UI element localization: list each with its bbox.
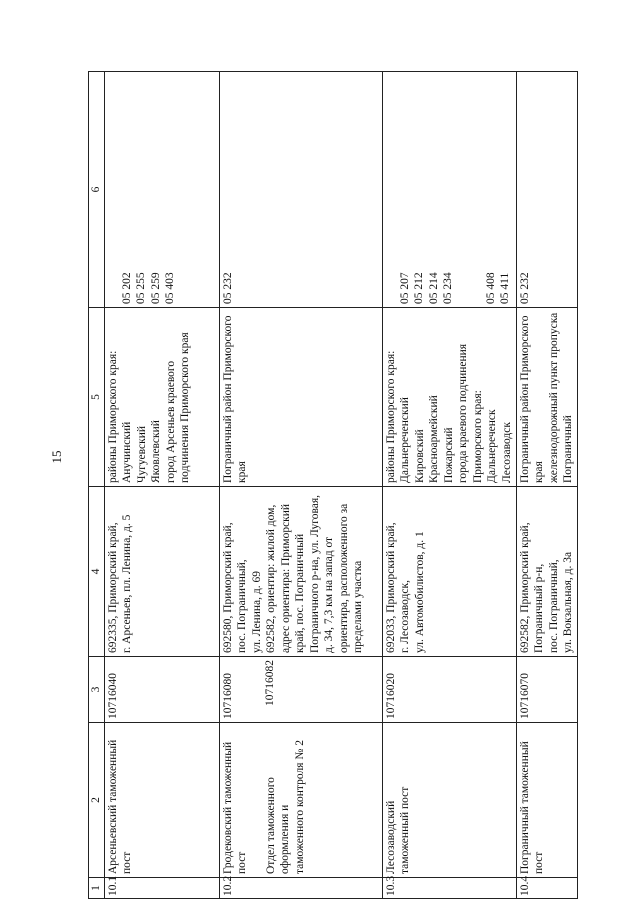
area-cell [516,308,577,487]
address-line: 692335, Приморский край, [106,522,119,653]
address-cell [516,487,577,657]
area-line: Кировский [413,429,426,483]
okato-code: 05 207 [398,272,411,304]
address-line: Пограничный р-н, [533,563,545,653]
area-cell [219,308,382,487]
code-cell [219,657,382,723]
okato-cell [516,72,577,308]
post-name: Отдел таможенного [264,777,277,874]
col-header-1: 1 [89,878,105,899]
area-line: Дальнереченск [486,409,498,483]
rotated-table-container [88,72,574,899]
area-line: Красноармейский [428,395,440,483]
row-number: 10.2 [219,878,382,899]
address-line: д. 34, 7,3 км на запад от [323,536,335,653]
okato-cell [382,72,516,308]
area-line: края [533,461,545,483]
customs-code: 10716040 [106,673,119,719]
post-name: пост [121,851,133,874]
address-line: г. Арсеньев, пл. Ленина, д. 5 [121,514,133,653]
area-line: Анучинский [121,421,133,483]
col-header-2: 2 [89,723,105,878]
area-line: Лесозаводск [500,422,513,483]
area-line: Чугуевский [135,425,148,483]
page-number: 15 [49,450,64,464]
area-line: Приморского края: [471,390,484,483]
customs-code: 10716070 [518,673,531,719]
table-row [516,72,577,899]
okato-code: 05 202 [120,272,133,304]
address-line: 692580, Приморский край, [221,522,234,653]
table-row [104,72,219,899]
area-cell [382,308,516,487]
address-cell [104,487,219,657]
address-line: 692582, ориентир: жилой дом, [265,504,277,653]
address-line: 692033, Приморский край, [384,522,397,653]
post-name: Арсеньевский таможенный [106,739,119,874]
customs-code: 10716020 [384,673,397,719]
address-line: пос. Пограничный, [547,559,560,653]
header-row [89,72,105,899]
okato-code: 05 408 [484,272,497,304]
post-name: Пограничный таможенный [518,741,531,874]
okato-code: 05 214 [427,272,440,304]
okato-code: 05 234 [442,272,454,304]
customs-posts-table [88,71,578,899]
customs-code: 10716082 [264,660,276,706]
code-cell [516,657,577,723]
address-line: ул. Автомобилистов, д. 1 [413,531,426,653]
col-header-4: 4 [89,487,105,657]
area-line: Пожарский [442,427,455,483]
area-line: Яковлевский [150,420,162,483]
okato-code: 05 212 [413,272,425,304]
address-cell [219,487,382,657]
row-number: 10.1 [104,878,219,899]
post-name-cell [516,723,577,878]
okato-code: 05 411 [499,272,511,304]
area-line: Пограничный район Приморского [221,315,234,483]
post-name-cell [219,723,382,878]
post-name-cell [104,723,219,878]
post-name: Гродековский таможенный [221,741,234,874]
okato-code: 05 403 [164,272,176,304]
col-header-3: 3 [89,657,105,723]
okato-code: 05 259 [149,272,162,304]
table-row [382,72,516,899]
row-number: 10.4 [516,878,577,899]
address-line: 692582, Приморский край, [518,522,531,653]
area-line: районы Приморского края: [384,350,397,483]
post-name-cell [382,723,516,878]
okato-code: 05 255 [135,272,147,304]
area-cell [104,308,219,487]
okato-code: 05 232 [518,272,531,304]
address-line: край, пос. Пограничный [294,533,306,653]
address-line: г. Лесозаводск, [399,580,411,653]
area-line: подчинения Приморского края [179,332,191,483]
okato-code: 05 232 [221,272,234,304]
col-header-5: 5 [89,308,105,487]
post-name: оформления и [279,804,291,874]
address-line: ул. Вокзальная, д. 3а [562,551,574,653]
post-name: таможенного контроля № 2 [293,740,306,874]
area-line: края [236,461,248,483]
post-name: пост [533,851,545,874]
area-line: Пограничный район Приморского [518,315,531,483]
area-line: районы Приморского края: [106,350,119,483]
address-line: пос. Пограничный, [236,559,248,653]
address-cell [382,487,516,657]
address-line: ориентира, расположенного за [337,503,350,653]
area-line: Дальнереченский [399,397,411,483]
code-cell [382,657,516,723]
area-line: железнодорожный пункт пропуска [547,312,560,483]
customs-code: 10716080 [221,673,234,719]
okato-cell [104,72,219,308]
post-name: пост [236,851,248,874]
address-line: Пограничного р-на, ул. Луговая, [308,495,321,653]
row-number: 10.3 [382,878,516,899]
area-line: города краевого подчинения [457,343,469,483]
post-name: Лесозаводский [384,800,397,874]
address-line: адрес ориентира: Приморский [279,503,292,653]
address-line: пределами участка [352,560,364,653]
col-header-6: 6 [89,72,105,308]
area-line: город Арсеньев краевого [164,360,177,483]
address-line: ул. Ленина, д. 69 [250,571,263,653]
table-row [219,72,382,899]
post-name: таможенный пост [399,786,411,874]
area-line: Пограничный [562,415,574,483]
code-cell [104,657,219,723]
okato-cell [219,72,382,308]
